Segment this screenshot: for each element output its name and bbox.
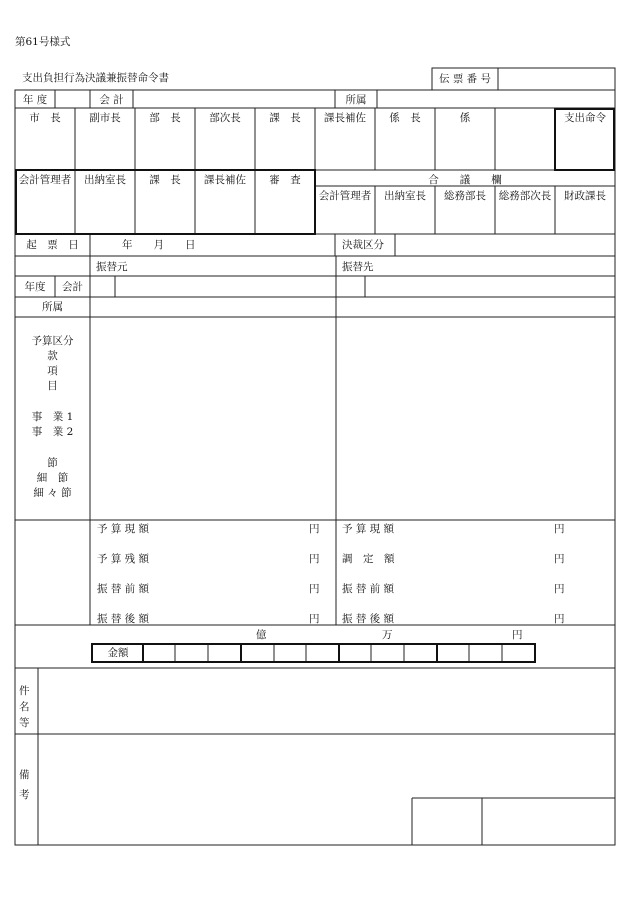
right-assessed-amount-label: 調 定 額 — [342, 553, 395, 565]
consult-finance-chief: 財政課長 — [564, 190, 606, 202]
subject-field[interactable] — [40, 670, 614, 732]
approver-mayor: 市 長 — [29, 112, 61, 124]
budget-category-label: 予算区分 — [31, 335, 74, 347]
approver-audit: 審 査 — [269, 174, 301, 186]
approver-vice-mayor: 副市長 — [89, 112, 121, 124]
drafting-date: 年 月 日 — [122, 239, 196, 251]
approver-section-chief: 課 長 — [269, 112, 301, 124]
right-yen-1: 円 — [554, 523, 565, 535]
approver-cashier-head: 出納室長 — [84, 174, 126, 186]
budget-project1-label: 事 業 1 — [31, 411, 74, 423]
subject-label: 件名等 — [19, 685, 30, 729]
consult-general-affairs-director: 総務部長 — [444, 190, 486, 202]
form-title: 支出負担行為決議兼振替命令書 — [22, 72, 169, 84]
budget-kan-label: 款 — [47, 350, 58, 362]
consult-general-affairs-deputy: 総務部次長 — [498, 190, 552, 202]
right-before-transfer-label: 振 替 前 額 — [342, 583, 395, 595]
remarks-field[interactable] — [40, 736, 410, 843]
voucher-no-field[interactable] — [499, 69, 614, 89]
amount-field[interactable] — [145, 645, 534, 661]
transfer-account-label: 会計 — [62, 281, 83, 293]
budget-sub-sub-setsu-label: 細 々 節 — [33, 487, 72, 499]
unit-man: 万 — [382, 629, 393, 641]
approver-deputy-director: 部次長 — [209, 112, 241, 124]
approver-assistant-chief: 課長補佐 — [324, 112, 366, 124]
year-label: 年 度 — [22, 94, 48, 106]
right-yen-4: 円 — [554, 613, 565, 625]
approver-unit-chief: 係 長 — [389, 112, 421, 124]
left-yen-4: 円 — [309, 613, 320, 625]
approver-director: 部 長 — [149, 112, 181, 124]
voucher-no-label: 伝 票 番 号 — [438, 73, 491, 85]
unit-yen: 円 — [512, 629, 523, 641]
drafting-date-label: 起 票 日 — [26, 239, 79, 251]
consult-accountant: 会計管理者 — [318, 190, 372, 202]
transfer-from-label: 振替元 — [96, 261, 128, 273]
budget-kou-label: 項 — [47, 365, 58, 377]
payment-order-label: 支出命令 — [564, 112, 606, 124]
dept-label: 所属 — [345, 94, 367, 106]
transfer-year-label: 年度 — [24, 281, 46, 293]
left-budget-current-label: 予 算 現 額 — [97, 523, 150, 535]
approver-accountant: 会計管理者 — [18, 174, 72, 186]
budget-sub-setsu-label: 細 節 — [36, 472, 69, 484]
left-yen-3: 円 — [309, 583, 320, 595]
right-budget-current-label: 予 算 現 額 — [342, 523, 395, 535]
left-after-transfer-label: 振 替 後 額 — [97, 613, 150, 625]
form-number: 第61号様式 — [15, 36, 71, 48]
budget-project2-label: 事 業 2 — [31, 426, 74, 438]
right-yen-2: 円 — [554, 553, 565, 565]
left-yen-1: 円 — [309, 523, 320, 535]
transfer-to-label: 振替先 — [342, 261, 374, 273]
right-yen-3: 円 — [554, 583, 565, 595]
approver-staff: 係 — [459, 112, 471, 124]
left-budget-remaining-label: 予 算 残 額 — [97, 553, 150, 565]
remarks-label: 備 考 — [19, 769, 40, 801]
left-before-transfer-label: 振 替 前 額 — [97, 583, 150, 595]
transfer-dept-label: 所属 — [42, 301, 63, 313]
budget-setsu-label: 節 — [47, 457, 58, 469]
approver-section-chief-2: 課 長 — [149, 174, 181, 186]
right-after-transfer-label: 振 替 後 額 — [342, 613, 395, 625]
approver-assistant-chief-2: 課長補佐 — [204, 174, 246, 186]
amount-label: 金額 — [107, 647, 129, 659]
unit-oku: 億 — [256, 629, 267, 641]
consult-cashier-head: 出納室長 — [384, 190, 426, 202]
account-label: 会 計 — [99, 94, 124, 106]
consult-title: 合 議 欄 — [428, 174, 502, 186]
left-yen-2: 円 — [309, 553, 320, 565]
decision-category-label: 決裁区分 — [342, 239, 384, 251]
budget-moku-label: 目 — [47, 380, 58, 392]
